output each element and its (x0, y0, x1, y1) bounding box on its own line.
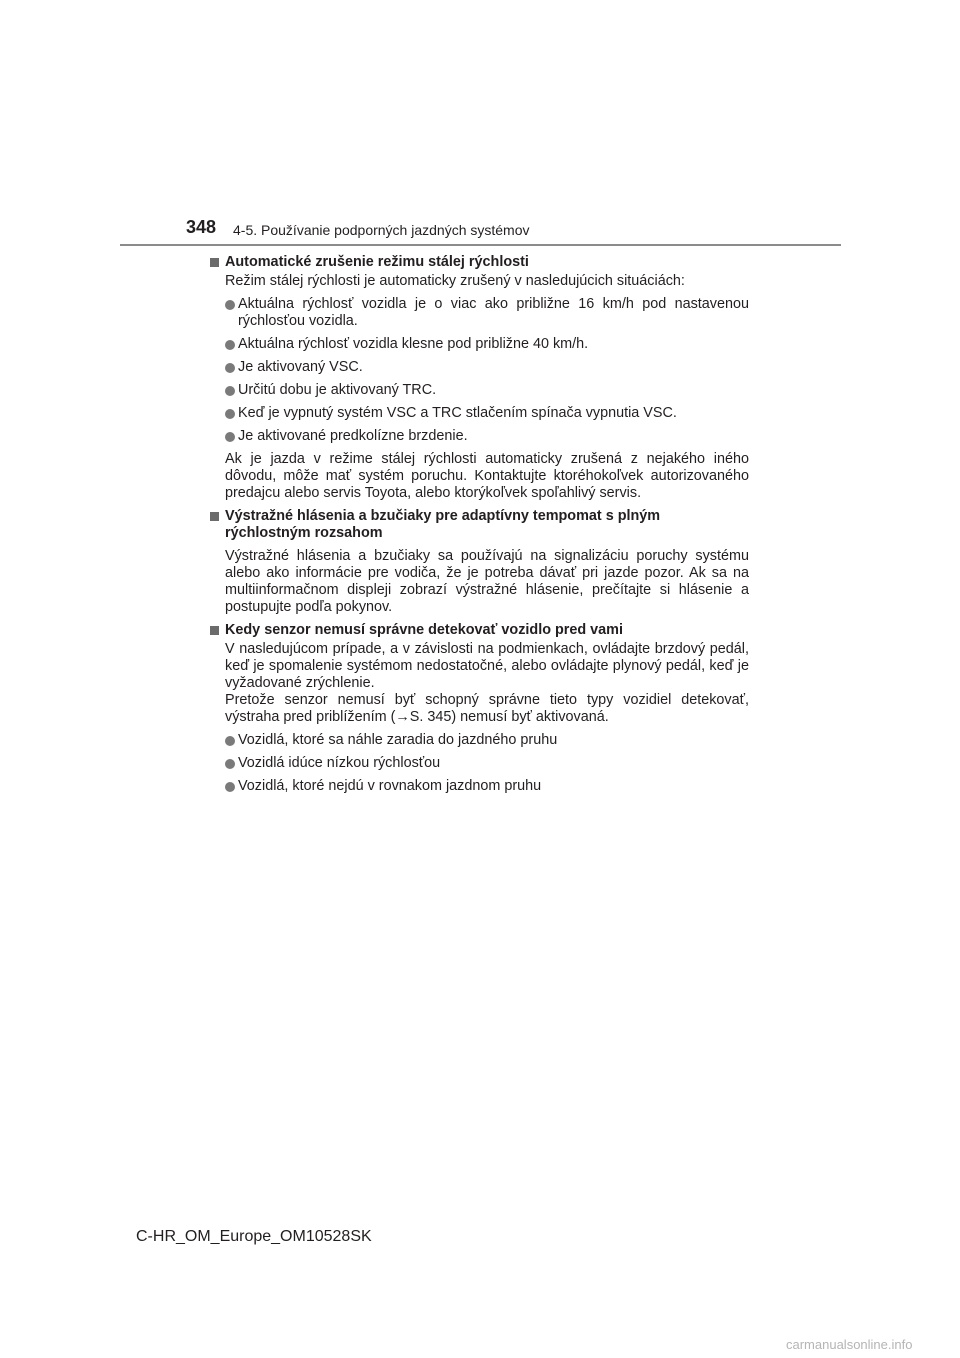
paragraph: V nasledujúcom prípade, a v závislosti na podmienkach, ovládajte brzdový pedál, keď je spomalenie systémom nedostatočné, alebo ovládajte plynový pedál, keď je vyžadované zrýchlenie. (225, 641, 749, 691)
bullet-item (225, 296, 749, 330)
bullet-text: Určitú dobu je aktivovaný TRC. (238, 382, 437, 398)
bullet-text: Je aktivované predkolízne brzdenie. (238, 428, 468, 444)
bullet-item (225, 428, 749, 445)
bullet-text: Aktuálna rýchlosť vozidla je o viac ako približne 16 km/h pod nastavenou rýchlosťou vozidla. (238, 296, 749, 329)
section-heading-sensor-detection (209, 622, 749, 639)
square-bullet-icon (210, 512, 219, 521)
bullet-item (225, 732, 749, 749)
page-number: 348 (186, 217, 217, 237)
watermark: carmanualsonline.info (786, 1337, 913, 1352)
heading-text: Kedy senzor nemusí správne detekovať vozidlo pred vami (225, 622, 623, 638)
circle-bullet-icon (225, 340, 235, 350)
square-bullet-icon (210, 258, 219, 267)
circle-bullet-icon (225, 363, 235, 373)
heading-text: Výstražné hlásenia a bzučiaky pre adaptívny tempomat s plným rýchlostným rozsahom (225, 508, 661, 541)
bullet-item (225, 755, 749, 772)
bullet-text: Vozidlá, ktoré sa náhle zaradia do jazdného pruhu (238, 732, 558, 748)
bullet-item (225, 336, 749, 353)
circle-bullet-icon (225, 432, 235, 442)
paragraph: Ak je jazda v režime stálej rýchlosti automaticky zrušená z nejakého iného dôvodu, môže mať systém poruchu. Kontaktujte ktoréhokoľvek autorizovaného predajcu alebo servis Toyota, alebo ktorýkoľvek spoľahlivý servis. (225, 451, 749, 501)
bullet-text: Vozidlá idúce nízkou rýchlosťou (238, 755, 441, 771)
bullet-text: Je aktivovaný VSC. (238, 359, 363, 375)
bullet-item (225, 405, 749, 422)
section-heading-warnings (209, 508, 749, 542)
square-bullet-icon (210, 626, 219, 635)
header-rule (120, 244, 841, 246)
section-heading-auto-cancel (209, 254, 749, 271)
page-content (209, 254, 749, 795)
circle-bullet-icon (225, 759, 235, 769)
circle-bullet-icon (225, 409, 235, 419)
bullet-text: Keď je vypnutý systém VSC a TRC stlačením spínača vypnutia VSC. (238, 405, 677, 421)
circle-bullet-icon (225, 386, 235, 396)
circle-bullet-icon (225, 300, 235, 310)
circle-bullet-icon (225, 782, 235, 792)
paragraph: Výstražné hlásenia a bzučiaky sa používajú na signalizáciu poruchy systému alebo ako informácie pre vodiča, že je potreba dávať pri jazde pozor. Ak sa na multiinformačnom displeji zobrazí výstražné hlásenie, prečítajte si hlásenie a postupujte podľa pokynov. (225, 548, 749, 615)
paragraph: Pretože senzor nemusí byť schopný správne tieto typy vozidiel detekovať, výstraha pred priblížením (→S. 345) nemusí byť aktivovaná. (225, 692, 749, 725)
section-title: 4-5. Používanie podporných jazdných systémov (233, 222, 530, 238)
bullet-text: Aktuálna rýchlosť vozidla klesne pod približne 40 km/h. (238, 336, 589, 352)
document-code: C-HR_OM_Europe_OM10528SK (136, 1228, 372, 1245)
circle-bullet-icon (225, 736, 235, 746)
bullet-item (225, 778, 749, 795)
bullet-text: Vozidlá, ktoré nejdú v rovnakom jazdnom pruhu (238, 778, 542, 794)
bullet-item (225, 382, 749, 399)
bullet-item (225, 359, 749, 376)
heading-text: Automatické zrušenie režimu stálej rýchlosti (225, 254, 529, 270)
paragraph: Režim stálej rýchlosti je automaticky zrušený v nasledujúcich situáciách: (225, 273, 685, 289)
